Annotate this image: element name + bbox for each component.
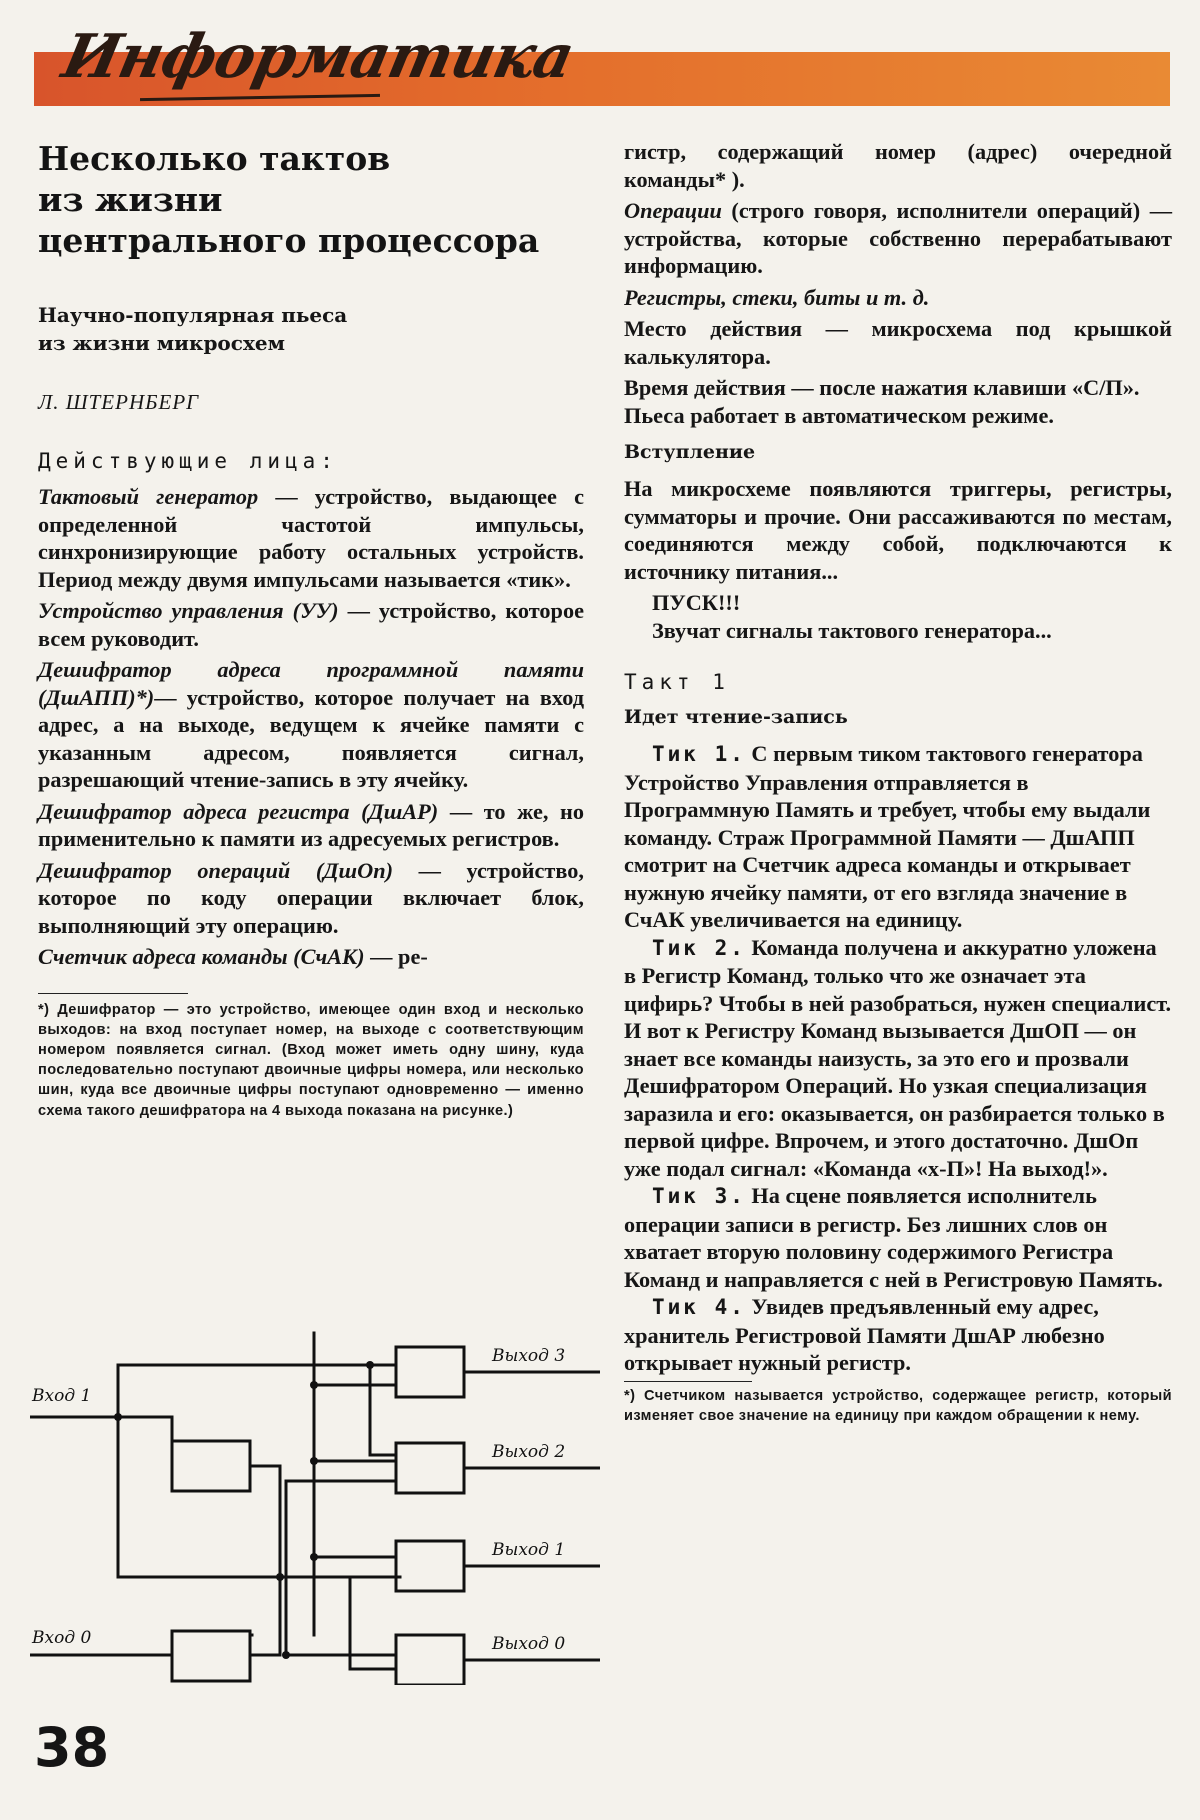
diagram-output-label: Выход 3: [492, 1346, 566, 1366]
cast-entry: [38, 656, 584, 794]
diagram-output-label: Выход 0: [492, 1634, 566, 1654]
article-author: Л. ШТЕРНБЕРГ: [38, 390, 200, 414]
intro-heading: Вступление: [624, 441, 756, 463]
cast-text: — устройство, выдающее с определенной частотой импульсы, синхронизирующие работу остальных устройств. Период между двумя импульсами называется «тик».: [38, 484, 584, 592]
intro-signals: Звучат сигналы тактового генератора...: [652, 617, 1052, 643]
junction-dot: [310, 1381, 318, 1389]
diagram-output-label: Выход 2: [492, 1442, 566, 1462]
footnote-rule: [624, 1381, 752, 1382]
and-gate-2: [396, 1443, 464, 1493]
and-gate-1: [396, 1541, 464, 1591]
diagram-output-label: Выход 1: [492, 1540, 566, 1560]
title-line: центрального процессора: [38, 221, 540, 260]
subtitle-line: Научно-популярная пьеса: [38, 303, 348, 327]
junction-dot: [310, 1457, 318, 1465]
title-line: из жизни: [38, 180, 223, 219]
cast-term: Дешифратор адреса программной памяти (ДшАПП)*): [38, 657, 584, 710]
cast-text: (строго говоря, исполнители операций) — устройства, которые собственно перерабатывают информацию.: [624, 198, 1172, 278]
cast-entry: [38, 857, 584, 940]
setting-time: Время действия — после нажатия клавиши «С/П».: [624, 375, 1140, 400]
takt-subheading: Идет чтение-запись: [624, 706, 848, 728]
tick-text: Команда получена и аккуратно уложена в Регистр Команд, только что же означает эта цифирь? Чтобы в ней разобраться, нужен специалист. И вот к Регистру Команд вызывается ДшОП — он знает все команды наизусть, за это его и прозвали Дешифратором Операций. Но узкая специализация заразила и его: оказывается, он разбирается только в первой цифре. Впрочем, и этого достаточно. ДшОп уже подал сигнал: «Команда «х-П»! На выход!».: [624, 934, 1172, 1181]
and-gate-0: [396, 1635, 464, 1685]
cast-entry: [38, 798, 584, 853]
cast-entry: [624, 197, 1172, 280]
subtitle-line: из жизни микросхем: [38, 331, 285, 355]
footnote-decoder: *) Дешифратор — это устройство, имеющее один вход и несколько выходов: на вход поступает номер, на выходе с соответствующим номером появляется сигнал. (Вход может иметь одну шину, куда последовательно поступают двоичные цифры номера, или несколько шин, куда все двоичные цифры поступают одновременно — именно схема такого дешифратора на 4 выхода показана на рисунке.): [38, 1001, 584, 1119]
diagram-input-label: Вход 1: [32, 1386, 92, 1406]
article-subtitle: [38, 301, 584, 357]
decoder-diagram: [30, 1325, 600, 1685]
cast-term: Счетчик адреса команды (СчАК): [38, 944, 365, 969]
cast-text: — устройство, которое по коду операции включает блок, выполняющий эту операцию.: [38, 857, 584, 938]
inverter-gate-1: [172, 1441, 250, 1491]
cast-term: Тактовый генератор: [38, 484, 259, 509]
cast-text: — ре-: [364, 944, 428, 969]
cast-text: — то же, но применительно к памяти из адресуемых регистров.: [38, 798, 584, 851]
inverter-gate-0: [172, 1631, 250, 1681]
cast-term: Регистры, стеки, биты и т. д.: [624, 284, 930, 310]
diagram-input-label: Вход 0: [32, 1628, 92, 1648]
section-banner-title: Информатика: [56, 22, 580, 92]
tick-label: Тик 4.: [652, 1295, 746, 1319]
cast-term: Операции: [624, 198, 722, 223]
intro-text: На микросхеме появляются триггеры, регистры, сумматоры и прочие. Они рассаживаются по местам, соединяются между собой, подключаются к источнику питания...: [624, 476, 1172, 584]
left-column: [38, 138, 584, 1121]
footnote-rule: [38, 993, 188, 994]
cast-continuation: гистр, содержащий номер (адрес) очередной команды* ).: [624, 139, 1172, 192]
article-title: [38, 138, 584, 261]
tick-paragraph: [624, 934, 1172, 1183]
intro-start: ПУСК!!!: [652, 590, 741, 615]
cast-text: — устройство, которое получает на вход адрес, а на выходе, ведущем к ячейке памяти с указанным адресом, появляется сигнал, разрешающий чтение-запись в эту ячейку.: [38, 684, 584, 792]
cast-heading: Действующие лица:: [38, 449, 338, 473]
cast-term: Дешифратор операций (ДшОп): [38, 857, 394, 883]
cast-term: Дешифратор адреса регистра (ДшАР): [38, 798, 439, 824]
setting-place: Место действия — микросхема под крышкой калькулятора.: [624, 316, 1172, 369]
junction-dot: [282, 1651, 290, 1659]
cast-entry: [38, 483, 584, 593]
junction-dot: [310, 1553, 318, 1561]
right-column: [624, 138, 1172, 1426]
tick-paragraph: [624, 740, 1172, 934]
tick-label: Тик 2.: [652, 935, 746, 960]
cast-term: Устройство управления (УУ): [38, 598, 339, 623]
cast-entry: [624, 284, 1172, 312]
junction-dot: [114, 1413, 122, 1421]
tick-text: С первым тиком тактового генератора Устройство Управления отправляется в Программную Память и требует, чтобы ему выдали команду. Страж Программной Памяти — ДшАПП смотрит на Счетчик адреса команды и открывает нужную ячейку памяти, от его взгляда значение в СчАК увеличивается на единицу.: [624, 741, 1151, 932]
setting-mode: Пьеса работает в автоматическом режиме.: [624, 402, 1054, 428]
tick-text: Увидев предъявленный ему адрес, хранитель Регистровой Памяти ДшАР любезно открывает нужный регистр.: [624, 1294, 1105, 1375]
tick-text: На сцене появляется исполнитель операции записи в регистр. Без лишних слов он хватает вторую половину содержимого Регистра Команд и направляется с ней в Регистровую Память.: [624, 1183, 1163, 1292]
takt-heading: Такт 1: [624, 670, 730, 694]
and-gate-3: [396, 1347, 464, 1397]
tick-paragraph: [624, 1182, 1172, 1293]
cast-entry: [38, 943, 584, 971]
cast-entry: [38, 597, 584, 652]
junction-dot: [276, 1573, 284, 1581]
tick-label: Тик 3.: [652, 1184, 746, 1208]
title-line: Несколько тактов: [38, 139, 391, 178]
junction-dot: [366, 1361, 374, 1369]
tick-paragraph: [624, 1293, 1172, 1377]
page-number: 38: [34, 1716, 110, 1779]
cast-text: — устройство, которое всем руководит.: [38, 598, 584, 651]
tick-label: Тик 1.: [652, 742, 746, 766]
footnote-counter: *) Счетчиком называется устройство, содержащее регистр, который изменяет свое значение на единицу при каждом обращении к нему.: [624, 1387, 1172, 1424]
